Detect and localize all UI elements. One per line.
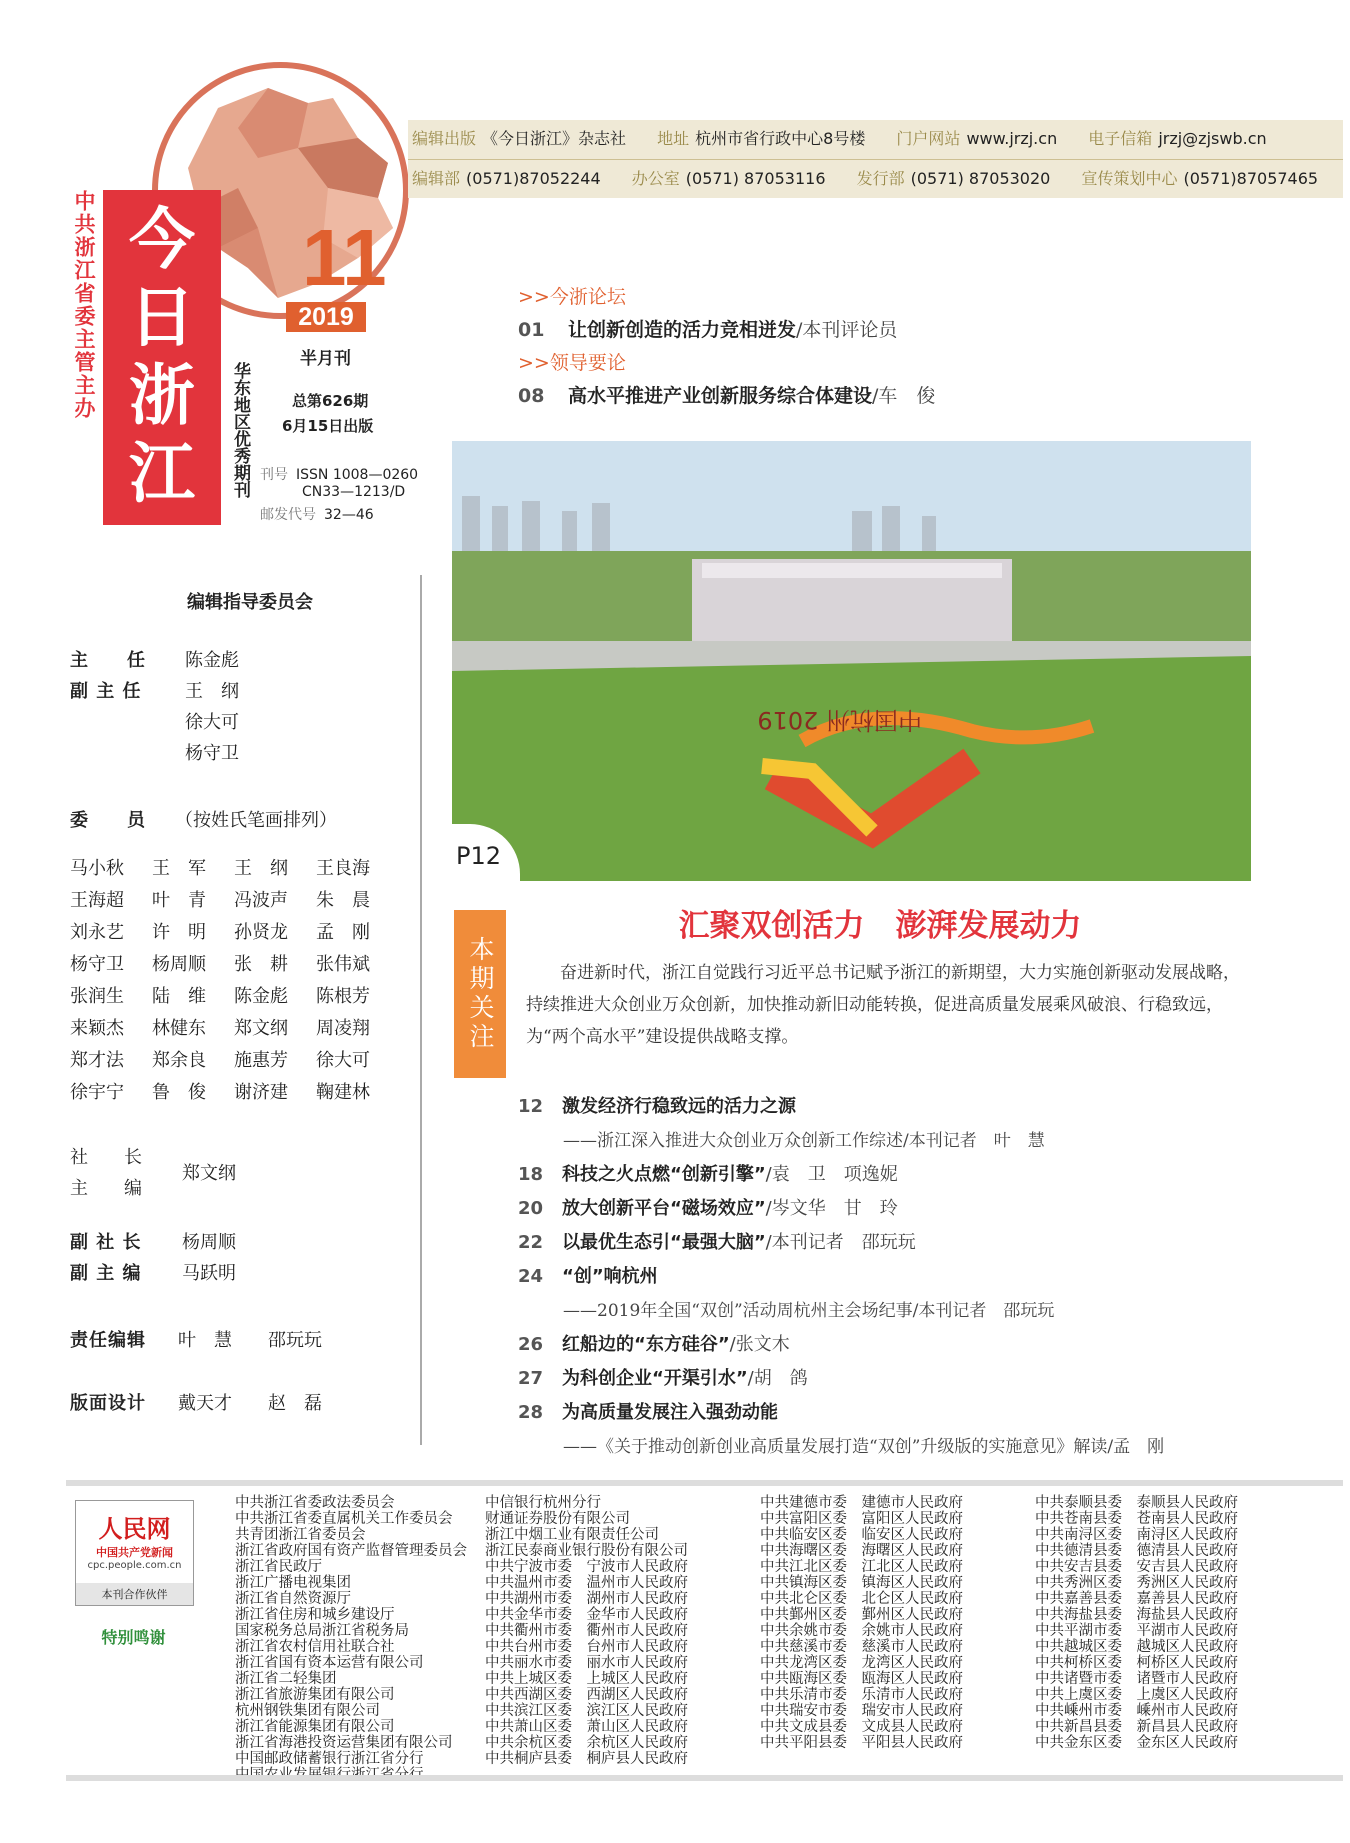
sponsor-line: 中共金华市委 金华市人民政府 — [485, 1607, 688, 1623]
info-label: 办公室 — [631, 169, 680, 188]
sponsor-line: 浙江省海港投资运营集团有限公司 — [235, 1735, 453, 1751]
sponsor-column-3 — [760, 1495, 963, 1751]
sponsor-line: 中共越城区委 越城区人民政府 — [1035, 1639, 1238, 1655]
footer-rule-top — [66, 1480, 1343, 1486]
cover-photo — [452, 441, 1251, 881]
member-name: 徐大可 — [316, 1050, 370, 1071]
issue-number: 11 — [302, 213, 387, 302]
info-label: 编辑出版 — [412, 129, 477, 148]
sponsor-line: 中共乐清市委 乐清市人民政府 — [760, 1687, 963, 1703]
person-name: 马跃明 — [182, 1263, 236, 1284]
toc-page-number: 18 — [518, 1164, 544, 1185]
sponsor-line: 浙江省二轻集团 — [235, 1671, 337, 1687]
title-glyph: 今 — [129, 200, 195, 278]
members-grid — [70, 853, 410, 1109]
member-name: 鲁 俊 — [152, 1082, 206, 1103]
magazine-title — [103, 200, 221, 512]
sponsor-line: 中共台州市委 台州市人民政府 — [485, 1639, 688, 1655]
sponsor-line: 杭州钢铁集团有限公司 — [235, 1703, 380, 1719]
member-name: 林健东 — [152, 1018, 206, 1039]
feature-tag: 本期关注 — [454, 910, 506, 1078]
toc-title: 科技之火点燃“创新引擎” — [562, 1164, 766, 1185]
award-label: 华东地区优秀期刊 — [230, 362, 250, 498]
sponsor-line: 中共丽水市委 丽水市人民政府 — [485, 1655, 688, 1671]
toc-title: 让创新创造的活力竞相迸发 — [568, 319, 797, 341]
toc-item[interactable] — [518, 1092, 796, 1118]
sponsor-line: 中共临安区委 临安区人民政府 — [760, 1527, 963, 1543]
sponsor-line: 中共上城区委 上城区人民政府 — [485, 1671, 688, 1687]
role-label: 委 员 — [70, 810, 146, 831]
members-row — [70, 853, 410, 885]
toc-author: /张文木 — [729, 1334, 790, 1355]
members-row — [70, 917, 410, 949]
toc-item[interactable] — [518, 1228, 916, 1254]
sponsor-line: 浙江省旅游集团有限公司 — [235, 1687, 395, 1703]
year-badge: 2019 — [286, 302, 366, 332]
pub-date: 6月15日出版 — [282, 417, 374, 435]
sponsor-line: 中共秀洲区委 秀洲区人民政府 — [1035, 1575, 1238, 1591]
sponsor-line: 中共滨江区委 滨江区人民政府 — [485, 1703, 688, 1719]
sponsor-line: 中共嵊州市委 嵊州市人民政府 — [1035, 1703, 1238, 1719]
sponsor-line: 中共瑞安市委 瑞安市人民政府 — [760, 1703, 963, 1719]
sponsor-line: 中共诸暨市委 诸暨市人民政府 — [1035, 1671, 1238, 1687]
sponsor-line: 中共余杭区委 余杭区人民政府 — [485, 1735, 688, 1751]
sponsor-line: 中共桐庐县委 桐庐县人民政府 — [485, 1751, 688, 1767]
sponsor-line: 浙江省住房和城乡建设厅 — [235, 1607, 395, 1623]
toc-author: /袁 卫 项逸妮 — [765, 1164, 898, 1185]
toc-page-number: 27 — [518, 1368, 544, 1389]
toc-item[interactable] — [518, 1194, 898, 1220]
member-name: 陆 维 — [152, 986, 206, 1007]
sponsor-line: 中共湖州市委 湖州市人民政府 — [485, 1591, 688, 1607]
sponsor-line: 浙江省农村信用社联合社 — [235, 1639, 395, 1655]
issn-row — [260, 464, 418, 484]
member-name: 郑文纲 — [234, 1018, 288, 1039]
board-row — [70, 1228, 236, 1254]
members-row — [70, 949, 410, 981]
sponsor-line: 中共温州市委 温州市人民政府 — [485, 1575, 688, 1591]
postal-label: 邮发代号 — [260, 507, 316, 523]
member-name: 张 耕 — [234, 954, 288, 975]
total-issue: 总第626期 — [292, 392, 369, 410]
sponsor-line: 中共海盐县委 海盐县人民政府 — [1035, 1607, 1238, 1623]
sponsor-line: 浙江省国有资本运营有限公司 — [235, 1655, 424, 1671]
feature-body: 奋进新时代，浙江自觉践行习近平总书记赋予浙江的新期望，大力实施创新驱动发展战略，持续推进大众创业万众创新，加快推动新旧动能转换，促进高质量发展乘风破浪、行稳致远，为“两个高水平”建设提供战略支撑。 — [526, 963, 1240, 1047]
member-name: 张伟斌 — [316, 954, 370, 975]
sponsor-line: 中共江北区委 江北区人民政府 — [760, 1559, 963, 1575]
portal-link[interactable]: www.jrzj.cn — [966, 129, 1058, 148]
toc-subtitle: ——《关于推动创新创业高质量发展打造“双创”升级版的实施意见》解读/孟 刚 — [563, 1437, 1165, 1457]
sponsor-line: 中共平湖市委 平湖市人民政府 — [1035, 1623, 1238, 1639]
title-glyph: 浙 — [129, 356, 195, 434]
toc-page-number: 28 — [518, 1402, 544, 1423]
toc-author: /车 俊 — [872, 385, 936, 407]
member-name: 马小秋 — [70, 858, 124, 879]
role-label: 副 主 任 — [70, 681, 142, 702]
member-name: 许 明 — [152, 922, 206, 943]
person-name: 王 纲 — [185, 681, 239, 702]
members-row — [70, 1077, 410, 1109]
lawn-text: 中国杭州 2019 — [757, 706, 922, 734]
sponsor-column-2 — [485, 1495, 688, 1767]
sponsor-line: 中共浙江省委政法委员会 — [235, 1495, 395, 1511]
person-name: 戴天才 赵 磊 — [178, 1393, 322, 1414]
sponsor-line: 浙江省自然资源厅 — [235, 1591, 351, 1607]
toc-author: /本刊评论员 — [796, 319, 898, 341]
sponsor-column-1 — [235, 1495, 467, 1783]
column-divider — [420, 575, 422, 1445]
partner-url: cpc.people.com.cn — [87, 1560, 182, 1571]
sponsor-line: 浙江民泰商业银行股份有限公司 — [485, 1543, 688, 1559]
member-name: 王 纲 — [234, 858, 288, 879]
member-name: 孟 刚 — [316, 922, 370, 943]
sponsor-line: 中共海曙区委 海曙区人民政府 — [760, 1543, 963, 1559]
sponsor-line: 国家税务总局浙江省税务局 — [235, 1623, 409, 1639]
toc-page-number: 24 — [518, 1266, 544, 1287]
toc-author: /胡 鸽 — [747, 1368, 808, 1389]
expo-center-photo — [452, 441, 1251, 881]
email-link[interactable]: jrzj@zjswb.cn — [1158, 129, 1267, 148]
frequency-label: 半月刊 — [300, 349, 351, 369]
member-name: 王 军 — [152, 858, 206, 879]
member-name: 张润生 — [70, 986, 124, 1007]
info-value: (0571) 87053116 — [685, 169, 826, 188]
sponsor-line: 中共安吉县委 安吉县人民政府 — [1035, 1559, 1238, 1575]
sponsor-line: 浙江省政府国有资产监督管理委员会 — [235, 1543, 467, 1559]
issn-value: ISSN 1008—0260 — [296, 467, 419, 483]
partner-caption: 本刊合作伙伴 — [76, 1583, 193, 1605]
sponsor-line: 财通证券股份有限公司 — [485, 1511, 630, 1527]
sponsor-line: 中共龙湾区委 龙湾区人民政府 — [760, 1655, 963, 1671]
info-label: 编辑部 — [412, 169, 461, 188]
sponsor-line: 中共萧山区委 萧山区人民政府 — [485, 1719, 688, 1735]
member-name: 来颖杰 — [70, 1018, 124, 1039]
toc-title: 为科创企业“开渠引水” — [562, 1368, 748, 1389]
sponsor-line: 中共金东区委 金东区人民政府 — [1035, 1735, 1238, 1751]
role-label: 副 社 长 — [70, 1232, 142, 1253]
toc-title: 放大创新平台“磁场效应” — [562, 1198, 766, 1219]
toc-item[interactable] — [518, 1262, 658, 1288]
toc-title: 以最优生态引“最强大脑” — [562, 1232, 766, 1253]
section-forum: >>今浙论坛 — [518, 286, 626, 308]
toc-page-number: 12 — [518, 1096, 544, 1117]
sponsor-line: 中共嘉善县委 嘉善县人民政府 — [1035, 1591, 1238, 1607]
member-name: 冯波声 — [234, 890, 288, 911]
info-label: 门户网站 — [896, 129, 961, 148]
toc-item[interactable] — [518, 315, 897, 342]
page-ref-label: P12 — [456, 842, 502, 870]
publisher-info-band — [408, 120, 1343, 198]
member-name: 叶 青 — [152, 890, 206, 911]
sponsor-line: 浙江省能源集团有限公司 — [235, 1719, 395, 1735]
member-name: 刘永艺 — [70, 922, 124, 943]
toc-page-number: 01 — [518, 319, 545, 341]
issn-label: 刊号 — [260, 467, 288, 483]
member-name: 郑余良 — [152, 1050, 206, 1071]
title-glyph: 江 — [129, 434, 195, 512]
sponsor-line: 中共泰顺县委 泰顺县人民政府 — [1035, 1495, 1238, 1511]
member-name: 朱 晨 — [316, 890, 370, 911]
info-label: 地址 — [657, 129, 690, 148]
toc-author: /本刊记者 邵玩玩 — [765, 1232, 916, 1253]
feature-title: 汇聚双创活力 澎湃发展动力 — [678, 908, 1082, 944]
sponsor-line: 中共北仑区委 北仑区人民政府 — [760, 1591, 963, 1607]
sponsor-line: 中共德清县委 德清县人民政府 — [1035, 1543, 1238, 1559]
info-value: 杭州市省行政中心8号楼 — [695, 129, 866, 148]
sponsor-line: 中信银行杭州分行 — [485, 1495, 601, 1511]
role-label: 社 长 — [70, 1147, 142, 1168]
sponsor-line: 浙江广播电视集团 — [235, 1575, 351, 1591]
person-name: 郑文纲 — [182, 1163, 236, 1184]
role-label: 版面设计 — [70, 1393, 146, 1414]
toc-title: 高水平推进产业创新服务综合体建设 — [568, 385, 873, 407]
role-label: 主 编 — [70, 1178, 142, 1199]
special-thanks: 特别鸣谢 — [101, 1628, 166, 1647]
board-row — [70, 806, 337, 832]
member-name: 施惠芳 — [234, 1050, 288, 1071]
members-row — [70, 981, 410, 1013]
sponsor-line: 浙江中烟工业有限责任公司 — [485, 1527, 659, 1543]
person-name: 徐大可 — [185, 712, 239, 733]
sponsor-line: 中共镇海区委 镇海区人民政府 — [760, 1575, 963, 1591]
toc-title: 红船边的“东方硅谷” — [562, 1334, 730, 1355]
people-logo: 人民网 — [98, 1514, 171, 1543]
info-row-2 — [408, 160, 1347, 198]
sponsor-line: 中共建德市委 建德市人民政府 — [760, 1495, 963, 1511]
info-value: (0571)87057465 — [1183, 169, 1319, 188]
board-heading: 编辑指导委员会 — [187, 592, 313, 613]
board-row — [70, 646, 239, 672]
sponsor-line: 中共富阳区委 富阳区人民政府 — [760, 1511, 963, 1527]
sponsor-line: 浙江省民政厅 — [235, 1559, 322, 1575]
toc-title: 为高质量发展注入强劲动能 — [562, 1402, 778, 1423]
toc-page-number: 22 — [518, 1232, 544, 1253]
board-row — [70, 677, 239, 703]
board-row — [70, 1259, 236, 1285]
role-label: 主 任 — [70, 650, 146, 671]
member-name: 谢济建 — [234, 1082, 288, 1103]
footer-rule-bottom — [66, 1775, 1343, 1781]
board-row — [70, 1326, 322, 1352]
sponsor-column-4 — [1035, 1495, 1238, 1751]
member-name: 陈根芳 — [316, 986, 370, 1007]
toc-title: “创”响杭州 — [562, 1266, 658, 1287]
sponsor-line: 中共衢州市委 衢州市人民政府 — [485, 1623, 688, 1639]
toc-item[interactable] — [518, 1330, 790, 1356]
toc-subtitle: ——浙江深入推进大众创业万众创新工作综述/本刊记者 叶 慧 — [563, 1131, 1045, 1151]
person-name: 杨周顺 — [182, 1232, 236, 1253]
toc-item[interactable] — [518, 1398, 778, 1424]
sponsor-line: 中共西湖区委 西湖区人民政府 — [485, 1687, 688, 1703]
sponsor-line: 中共慈溪市委 慈溪市人民政府 — [760, 1639, 963, 1655]
sponsor-line: 中共浙江省委直属机关工作委员会 — [235, 1511, 453, 1527]
sponsor-text: 中共浙江省委主管主办 — [72, 190, 96, 420]
sponsor-line: 中共苍南县委 苍南县人民政府 — [1035, 1511, 1238, 1527]
member-name: 陈金彪 — [234, 986, 288, 1007]
sponsor-line: 中共上虞区委 上虞区人民政府 — [1035, 1687, 1238, 1703]
members-note: （按姓氏笔画排列） — [175, 810, 337, 831]
members-row — [70, 885, 410, 917]
postal-value: 32—46 — [324, 507, 374, 523]
postal-row — [260, 504, 374, 524]
sponsor-line: 中共瓯海区委 瓯海区人民政府 — [760, 1671, 963, 1687]
members-row — [70, 1045, 410, 1077]
member-name: 郑才法 — [70, 1050, 124, 1071]
cn-value: CN33—1213/D — [302, 484, 406, 500]
member-name: 徐宇宁 — [70, 1082, 124, 1103]
partner-sub: 中国共产党新闻 — [96, 1546, 173, 1559]
members-row — [70, 1013, 410, 1045]
toc-item[interactable] — [518, 381, 935, 408]
sponsor-line: 中共柯桥区委 柯桥区人民政府 — [1035, 1655, 1238, 1671]
toc-page-number: 08 — [518, 385, 545, 407]
info-row-1 — [408, 120, 1347, 158]
toc-subtitle: ——2019年全国“双创”活动周杭州主会场纪事/本刊记者 邵玩玩 — [563, 1301, 1055, 1321]
person-name: 陈金彪 — [185, 650, 239, 671]
sponsor-line: 中共平阳县委 平阳县人民政府 — [760, 1735, 963, 1751]
info-value: 《今日浙江》杂志社 — [482, 129, 627, 148]
member-name: 鞠建林 — [316, 1082, 370, 1103]
info-label: 电子信箱 — [1088, 129, 1153, 148]
toc-author: /岑文华 甘 玲 — [765, 1198, 898, 1219]
toc-title: 激发经济行稳致远的活力之源 — [562, 1096, 796, 1117]
toc-item[interactable] — [518, 1364, 808, 1390]
member-name: 孙贤龙 — [234, 922, 288, 943]
member-name: 杨守卫 — [70, 954, 124, 975]
sponsor-line: 中共新昌县委 新昌县人民政府 — [1035, 1719, 1238, 1735]
sponsor-line: 中国邮政储蓄银行浙江省分行 — [235, 1751, 424, 1767]
sponsor-line: 中共文成县委 文成县人民政府 — [760, 1719, 963, 1735]
info-value: (0571)87052244 — [466, 169, 601, 188]
person-name: 叶 慧 邵玩玩 — [178, 1330, 322, 1351]
info-label: 发行部 — [856, 169, 905, 188]
member-name: 周凌翔 — [316, 1018, 370, 1039]
sponsor-line: 中共南浔区委 南浔区人民政府 — [1035, 1527, 1238, 1543]
section-leaders: >>领导要论 — [518, 352, 626, 374]
member-name: 王良海 — [316, 858, 370, 879]
person-name: 杨守卫 — [185, 743, 239, 764]
role-label: 责任编辑 — [70, 1330, 146, 1351]
role-label: 副 主 编 — [70, 1263, 142, 1284]
title-glyph: 日 — [129, 278, 195, 356]
partner-logo-box[interactable] — [75, 1500, 194, 1606]
sponsor-line: 中共宁波市委 宁波市人民政府 — [485, 1559, 688, 1575]
member-name: 王海超 — [70, 890, 124, 911]
info-value: (0571) 87053020 — [910, 169, 1051, 188]
sponsor-line: 中共余姚市委 余姚市人民政府 — [760, 1623, 963, 1639]
info-label: 宣传策划中心 — [1081, 169, 1178, 188]
toc-item[interactable] — [518, 1160, 898, 1186]
toc-page-number: 20 — [518, 1198, 544, 1219]
toc-page-number: 26 — [518, 1334, 544, 1355]
sponsor-line: 共青团浙江省委员会 — [235, 1527, 366, 1543]
member-name: 杨周顺 — [152, 954, 206, 975]
sponsor-line: 中共鄞州区委 鄞州区人民政府 — [760, 1607, 963, 1623]
board-row — [70, 1389, 322, 1415]
